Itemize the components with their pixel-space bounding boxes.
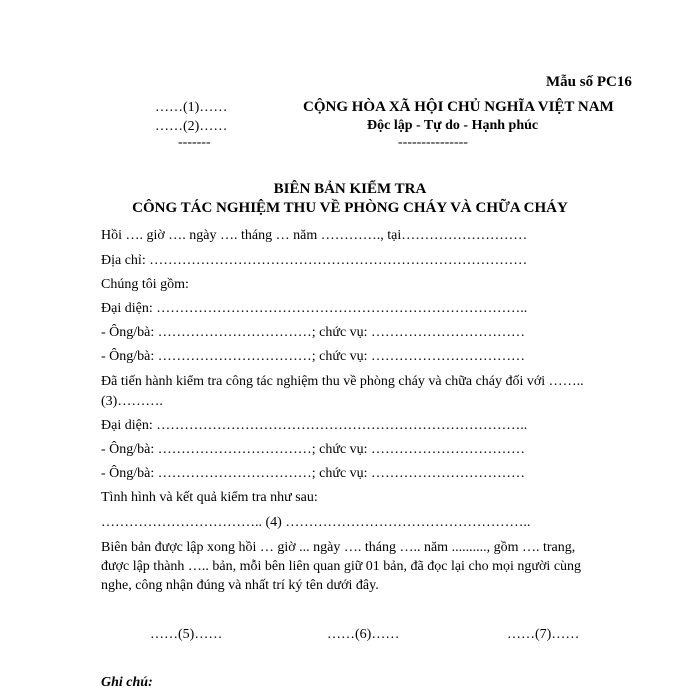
form-number: Mẫu số PC16 <box>546 74 632 90</box>
agency-separator: ------- <box>178 135 211 150</box>
line-result: …………………………….. (4) …………………………………………….. <box>101 515 531 530</box>
line-inspection-2: (3)………. <box>101 394 163 409</box>
line-closing-1: Biên bản được lập xong hồi … giờ ... ngày …. tháng ….. năm .........., gồm …. trang, <box>101 540 576 555</box>
line-time-place: Hồi …. giờ …. ngày …. tháng … năm …………., tại……………………… <box>101 228 528 243</box>
line-situation: Tình hình và kết quả kiểm tra như sau: <box>101 490 318 505</box>
signature-5: ……(5)…… <box>150 627 223 642</box>
line-closing-2: được lập thành ….. bản, mỗi bên liên quan giữ 01 bản, đã đọc lại cho mọi người cùng <box>101 559 582 574</box>
motto-separator: --------------- <box>398 135 468 150</box>
line-address: Địa chỉ: ……………………………………………………………………… <box>101 253 528 268</box>
line-representative-2: Đại diện: …………………………………………………………………….. <box>101 418 528 433</box>
agency-line-2: ……(2)…… <box>155 119 228 134</box>
signature-7: ……(7)…… <box>507 627 580 642</box>
line-person-1: - Ông/bà: ……………………………; chức vụ: …………………………… <box>101 325 526 340</box>
national-title: CỘNG HÒA XÃ HỘI CHỦ NGHĨA VIỆT NAM <box>303 99 614 115</box>
agency-line-1: ……(1)…… <box>155 100 228 115</box>
doc-title-line-1: BIÊN BẢN KIỂM TRA <box>273 181 427 197</box>
note-label: Ghi chú: <box>101 675 153 690</box>
signature-6: ……(6)…… <box>327 627 400 642</box>
line-representative-1: Đại diện: …………………………………………………………………….. <box>101 301 528 316</box>
line-inspection-1: Đã tiến hành kiểm tra công tác nghiệm thu về phòng cháy và chữa cháy đối với …….. <box>101 374 584 389</box>
line-we-include: Chúng tôi gồm: <box>101 277 189 292</box>
line-closing-3: nghe, công nhận đúng và nhất trí ký tên dưới đây. <box>101 578 379 593</box>
line-person-2: - Ông/bà: ……………………………; chức vụ: …………………………… <box>101 349 526 364</box>
line-person-3: - Ông/bà: ……………………………; chức vụ: …………………………… <box>101 442 526 457</box>
line-person-4: - Ông/bà: ……………………………; chức vụ: …………………………… <box>101 466 526 481</box>
doc-title-line-2: CÔNG TÁC NGHIỆM THU VỀ PHÒNG CHÁY VÀ CHỮA CHÁY <box>132 200 568 216</box>
national-motto: Độc lập - Tự do - Hạnh phúc <box>367 118 539 133</box>
